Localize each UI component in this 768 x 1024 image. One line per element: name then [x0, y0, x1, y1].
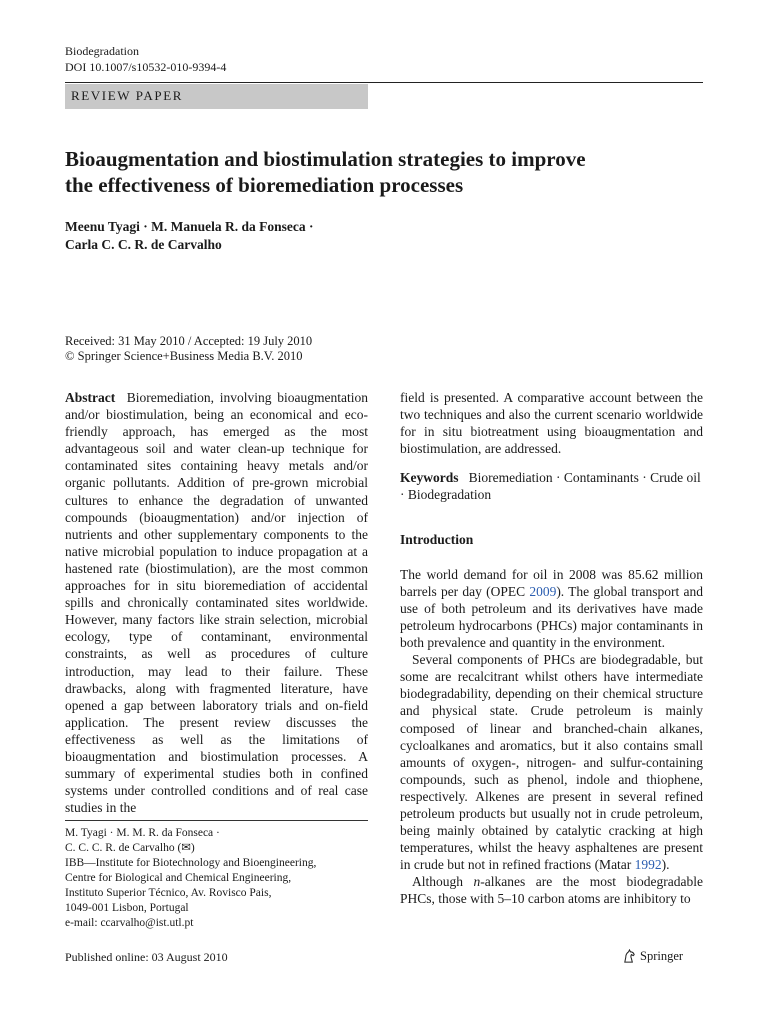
- affiliation-line: M. Tyagi · M. M. R. da Fonseca ·: [65, 827, 220, 839]
- keywords: [400, 469, 703, 503]
- email-link[interactable]: e-mail: ccarvalho@ist.utl.pt: [65, 917, 194, 929]
- abstract: [65, 389, 368, 816]
- springer-horse-icon: [622, 949, 637, 964]
- affiliation-line: 1049-001 Lisbon, Portugal: [65, 902, 189, 914]
- abstract-label: Abstract: [65, 390, 116, 405]
- article-dates: [65, 334, 312, 364]
- publisher-logo: [622, 949, 683, 964]
- title-line: the effectiveness of bioremediation processes: [65, 173, 464, 197]
- paragraph-text: Although: [412, 874, 474, 890]
- journal-name: Biodegradation: [65, 44, 139, 58]
- right-column: [400, 389, 703, 908]
- paragraph-text: Several components of PHCs are biodegradable, but some are recalcitrant whilst others have intermediate biodegradability, depending on their chemical structure and physical state. Crude petroleum is mainly composed of linear and branched-chain alkanes, cycloalkanes and aromatics, but it also contains small amounts of oxygen-, nitrogen- and sulfur-containing compounds, such as phenol, indole and thiophene, respectively. Alkenes are present in several refined petroleum products but usually not in crude petroleum, being mainly obtained by catalytic cracking at high temperatures, whilst the heavy asphaltenes are present in crude but not in refined fractions (Matar: [400, 652, 703, 873]
- abstract-text: Bioremediation, involving bioaugmentation and/or biostimulation, being an economical and eco-friendly approach, has emerged as the most advantageous soil and water clean-up technique for contaminated sites containing heavy metals and/or organic pollutants. Addition of pre-grown microbial cultures to enhance the degradation of unwanted compounds (bioaugmentation) and/or injection of nutrients and other supplementary components to the native microbial population to induce propagation at a hastened rate (biostimulation), are the most common approaches for in situ bioremediation of accidental spills and chronically contaminated sites worldwide. However, many factors like strain selection, microbial ecology, type of contaminant, environmental constraints, as well as procedures of culture introduction, may lead to their failure. These drawbacks, along with fragmented literature, have opened a gap between laboratory trials and on-field application. The present review discusses the effectiveness as well as the limitations of bioaugmentation and biostimulation processes. A summary of experimental studies both in confined systems under controlled conditions and of real case studies in the: [65, 390, 368, 816]
- section-label: REVIEW PAPER: [71, 88, 184, 103]
- keywords-label: Keywords: [400, 470, 459, 486]
- affiliation-line: Centre for Biological and Chemical Engineering,: [65, 872, 292, 884]
- intro-paragraph: [400, 651, 703, 873]
- section-heading-introduction: Introduction: [400, 531, 474, 547]
- publisher-name: Springer: [640, 949, 684, 963]
- affiliation-line: Instituto Superior Técnico, Av. Rovisco Pais,: [65, 887, 272, 899]
- author-affiliation: [65, 826, 368, 931]
- section-label-band: [65, 84, 368, 109]
- left-column: [65, 389, 368, 816]
- author-line: Meenu Tyagi · M. Manuela R. da Fonseca ·: [65, 219, 314, 234]
- citation-link[interactable]: 1992: [634, 857, 662, 873]
- paragraph-text: The world demand for oil in 2008 was 85.62 million barrels per day (OPEC: [400, 566, 703, 599]
- abstract-continuation: field is presented. A comparative account between the two techniques and also the current scenario worldwide for in situ biotreatment using bioaugmentation and biostimulation, are addressed.: [400, 390, 703, 457]
- citation-link[interactable]: 2009: [529, 583, 557, 599]
- copyright: © Springer Science+Business Media B.V. 2010: [65, 349, 303, 363]
- author-list: [65, 218, 705, 254]
- published-online: Published online: 03 August 2010: [65, 950, 228, 964]
- footnote-rule: [65, 820, 368, 821]
- intro-paragraph: [400, 873, 703, 907]
- received-accepted: Received: 31 May 2010 / Accepted: 19 July 2010: [65, 334, 313, 348]
- paper-title: [65, 146, 705, 198]
- journal-header: [65, 43, 226, 75]
- paragraph-text: ). The global transport and use of both petroleum and its derivatives have made petroleum hydrocarbons (PHCs) major contaminants in both prevalence and quantity in the environment.: [400, 583, 703, 651]
- italic-text: n: [473, 874, 481, 890]
- title-line: Bioaugmentation and biostimulation strategies to improve: [65, 147, 586, 171]
- intro-paragraph: [400, 566, 703, 651]
- paragraph-text: -alkanes are the most biodegradable PHCs, those with 5–10 carbon atoms are inhibitory to: [400, 874, 703, 907]
- affiliation-line: C. C. C. R. de Carvalho (✉): [65, 842, 195, 854]
- doi[interactable]: DOI 10.1007/s10532-010-9394-4: [65, 60, 227, 74]
- keywords-text: Bioremediation · Contaminants · Crude oil · Biodegradation: [400, 470, 701, 503]
- affiliation-line: IBB—Institute for Biotechnology and Bioengineering,: [65, 857, 317, 869]
- paragraph-text: ).: [661, 857, 670, 873]
- author-line: Carla C. C. R. de Carvalho: [65, 237, 222, 252]
- header-rule: [65, 82, 703, 83]
